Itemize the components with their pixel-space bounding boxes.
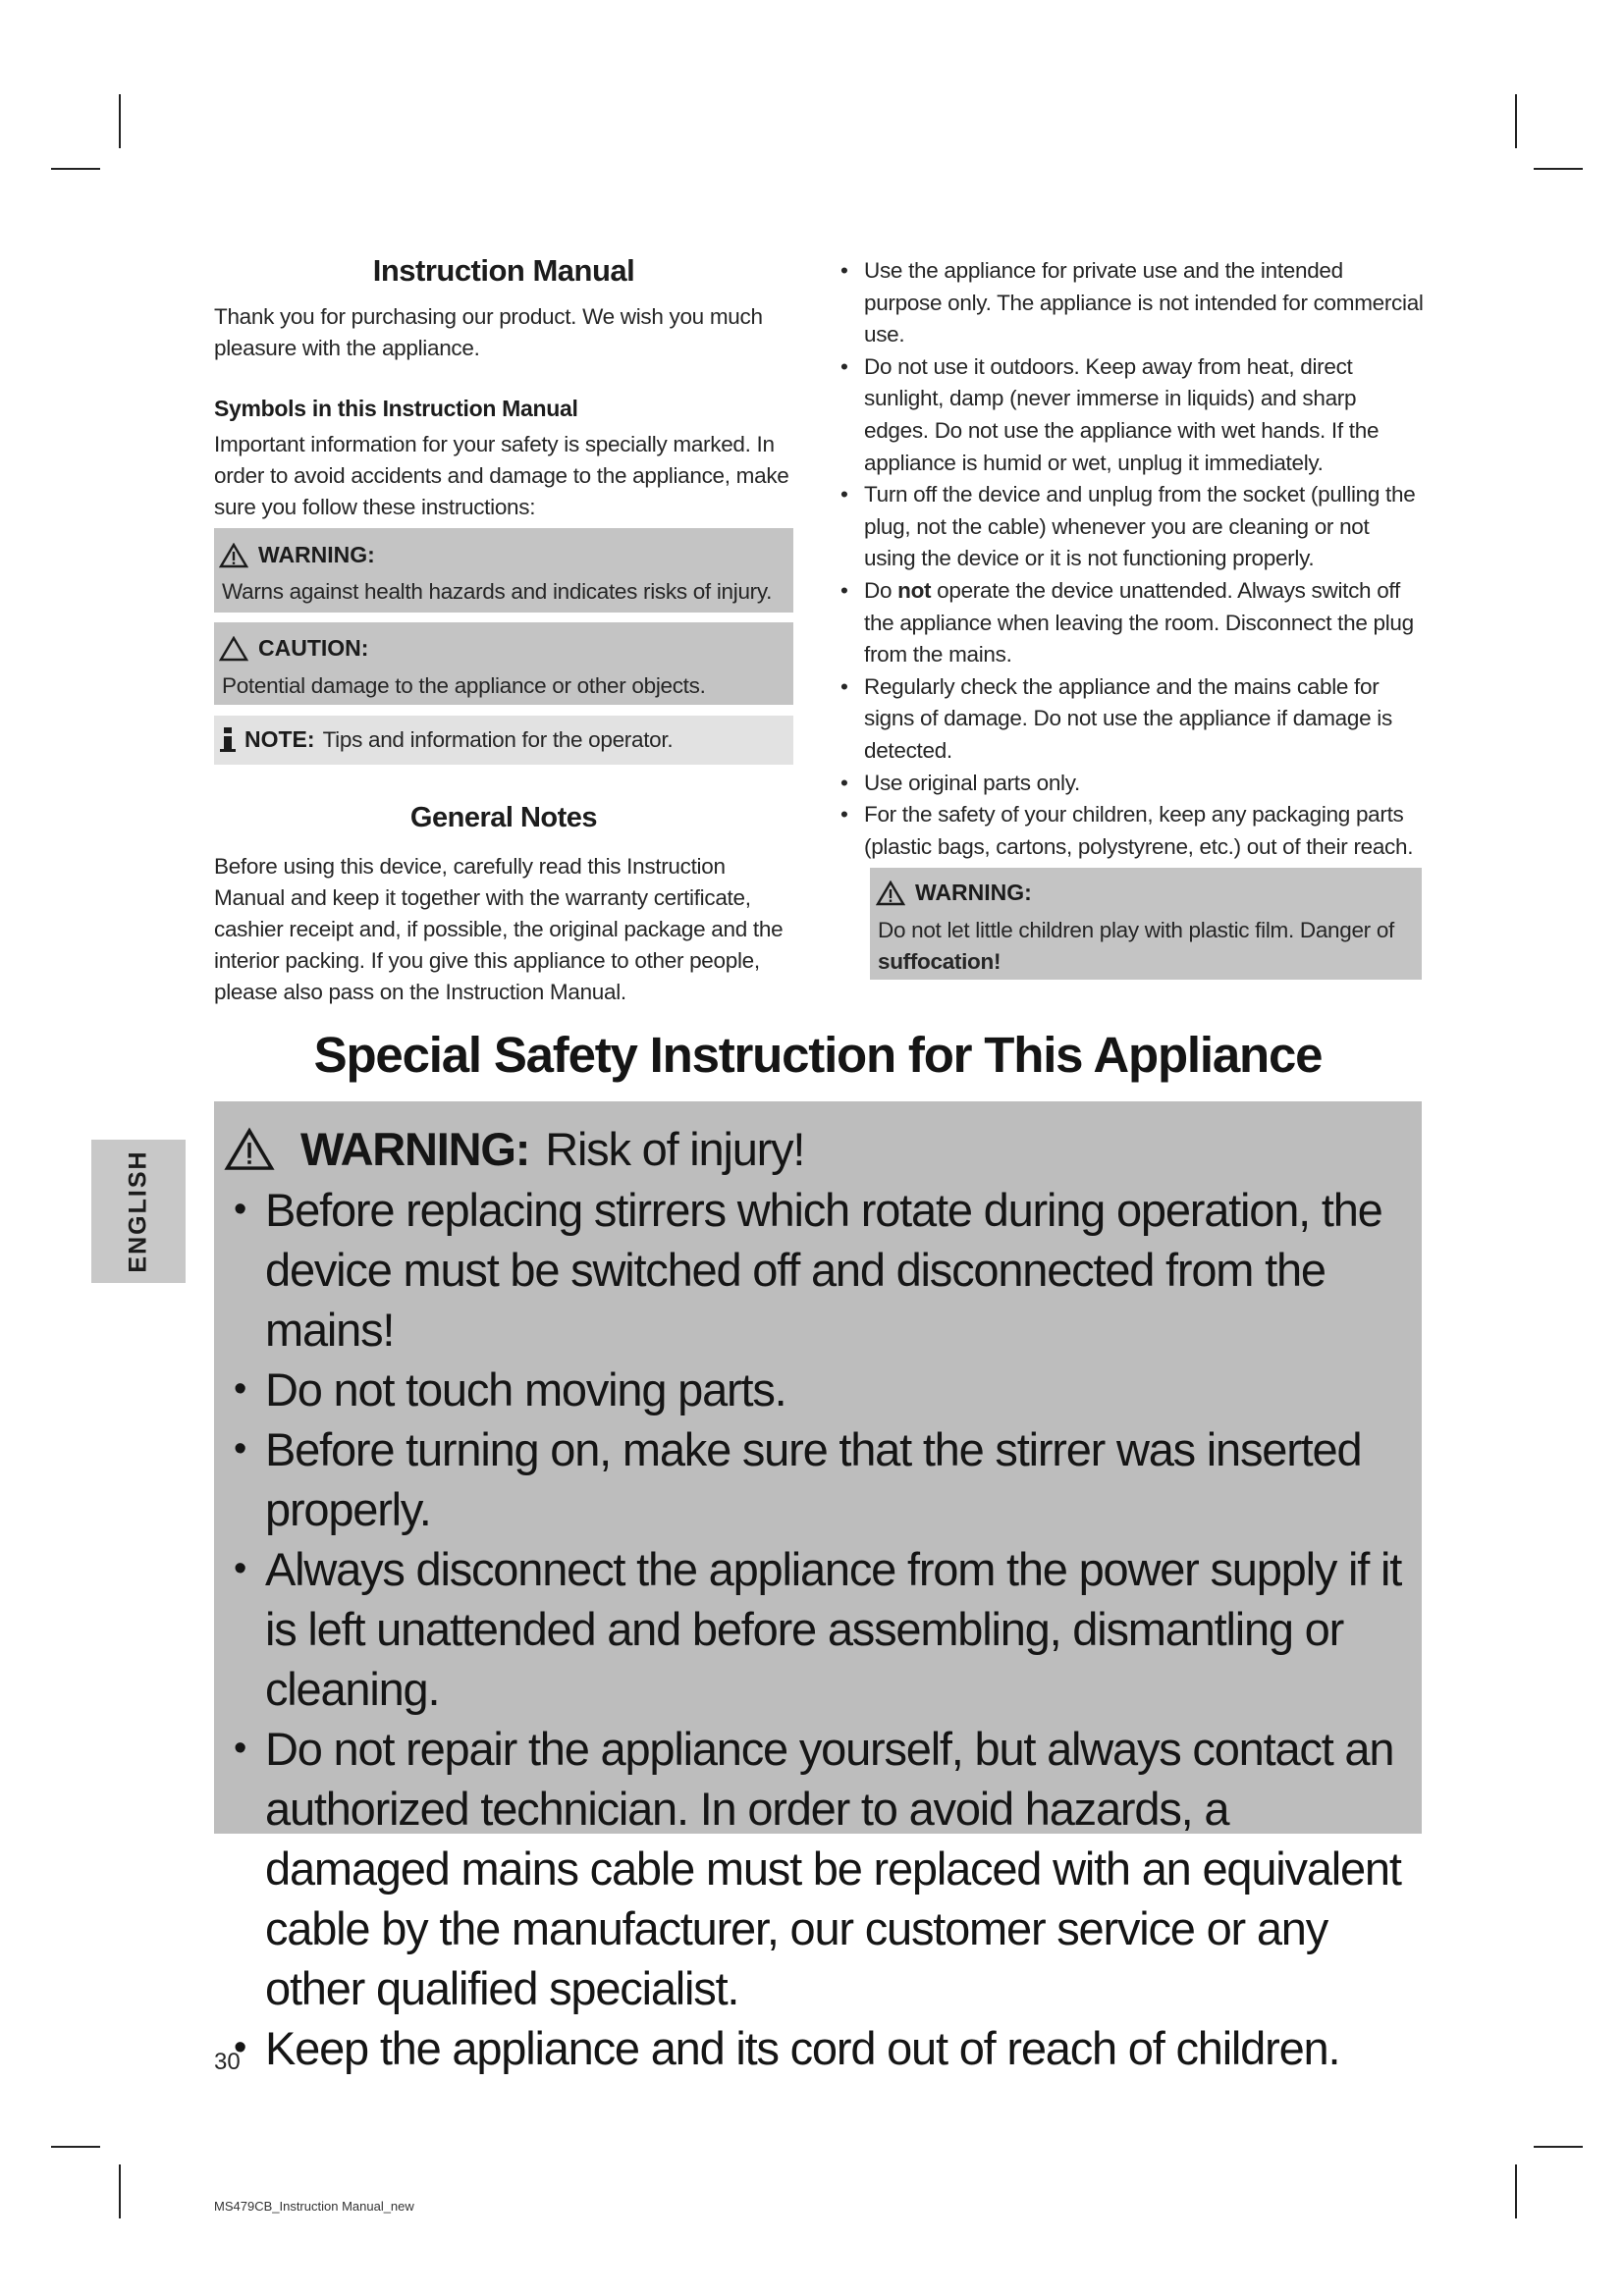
right-column bbox=[840, 255, 1424, 863]
list-item: • Use the appliance for private use and the intended purpose only. The appliance is not intended for commercial use. bbox=[840, 255, 1424, 351]
warning-triangle-icon bbox=[224, 1127, 275, 1172]
list-item: • Regularly check the appliance and the mains cable for signs of damage. Do not use the appliance if damage is detected. bbox=[840, 671, 1424, 768]
children-warning-text bbox=[878, 915, 1413, 978]
list-item: • Do not repair the appliance yourself, but always contact an authorized technician. In order to avoid hazards, a damaged mains cable must be replaced with an equivalent cable by the manufacturer, our customer service or any other qualified specialist. bbox=[224, 1719, 1417, 2018]
warning-triangle-icon bbox=[876, 881, 905, 906]
list-item: • Before replacing stirrers which rotate during operation, the device must be switched off and disconnected from the mains! bbox=[224, 1180, 1417, 1360]
warning-text: Warns against health hazards and indicates risks of injury. bbox=[222, 579, 773, 604]
warning-label: WARNING: bbox=[915, 880, 1032, 905]
crop-mark bbox=[1515, 2164, 1517, 2218]
special-warning-sub: Risk of injury! bbox=[545, 1123, 805, 1175]
children-warning-bold: suffocation! bbox=[878, 949, 1001, 974]
intro-text: Thank you for purchasing our product. We wish you much pleasure with the appliance. bbox=[214, 304, 763, 360]
list-item: • Turn off the device and unplug from the socket (pulling the plug, not the cable) whenever you are cleaning or not using the device or it is not functioning properly. bbox=[840, 479, 1424, 575]
crop-mark bbox=[1534, 2146, 1583, 2148]
list-item: • For the safety of your children, keep any packaging parts (plastic bags, cartons, polystyrene, etc.) out of their reach. bbox=[840, 799, 1424, 863]
list-item: • Always disconnect the appliance from the power supply if it is left unattended and before assembling, dismantling or cleaning. bbox=[224, 1539, 1417, 1719]
list-item: • Keep the appliance and its cord out of reach of children. bbox=[224, 2018, 1417, 2078]
crop-mark bbox=[119, 2164, 121, 2218]
crop-mark bbox=[51, 2146, 100, 2148]
general-notes-title: General Notes bbox=[409, 802, 598, 833]
footer-filename: MS479CB_Instruction Manual_new bbox=[214, 2199, 414, 2214]
special-warning-list bbox=[224, 1180, 1417, 2078]
note-text: Tips and information for the operator. bbox=[322, 726, 674, 752]
caution-label: CAUTION: bbox=[258, 635, 369, 661]
warning-triangle-icon bbox=[219, 543, 248, 568]
list-item: • Use original parts only. bbox=[840, 768, 1424, 800]
warning-box bbox=[214, 528, 793, 613]
list-item bbox=[840, 575, 1424, 671]
info-icon bbox=[219, 727, 237, 753]
instruction-manual-title: Instruction Manual bbox=[372, 253, 635, 288]
crop-mark bbox=[1534, 168, 1583, 170]
note-label: NOTE: bbox=[244, 726, 315, 752]
list-item-prefix: Do bbox=[864, 577, 898, 603]
special-warning-label: WARNING: bbox=[300, 1123, 530, 1175]
note-box bbox=[214, 716, 793, 765]
list-item-bold: not bbox=[897, 577, 932, 603]
special-safety-title: Special Safety Instruction for This Appliance bbox=[313, 1027, 1323, 1083]
symbols-heading: Symbols in this Instruction Manual bbox=[214, 396, 578, 421]
symbols-text: Important information for your safety is specially marked. In order to avoid accidents and damage to the appliance, make sure you follow these instructions: bbox=[214, 432, 789, 519]
list-item: • Do not use it outdoors. Keep away from heat, direct sunlight, damp (never immerse in liquids) and sharp edges. Do not use the appliance with wet hands. If the appliance is humid or wet, unplug it immediately. bbox=[840, 351, 1424, 479]
crop-mark bbox=[51, 168, 100, 170]
warning-label: WARNING: bbox=[258, 542, 375, 567]
general-notes-text: Before using this device, carefully read this Instruction Manual and keep it together with the warranty certificate, cashier receipt and, if possible, the original package and the interior packing. If you give this appliance to other people, please also pass on the Instruction Manual. bbox=[214, 854, 784, 1004]
children-warning-body: Do not let little children play with plastic film. Danger of bbox=[878, 918, 1394, 942]
crop-mark bbox=[1515, 94, 1517, 148]
list-item-suffix: operate the device unattended. Always switch off the appliance when leaving the room. Disconnect the plug from the mains. bbox=[864, 577, 1414, 667]
safety-list bbox=[840, 255, 1424, 863]
caution-text: Potential damage to the appliance or other objects. bbox=[222, 673, 706, 698]
children-warning-box bbox=[870, 868, 1422, 980]
list-item: • Do not touch moving parts. bbox=[224, 1360, 1417, 1419]
page-number: 30 bbox=[214, 2049, 241, 2075]
caution-triangle-icon bbox=[219, 636, 248, 662]
caution-box bbox=[214, 622, 793, 705]
crop-mark bbox=[119, 94, 121, 148]
list-item: • Before turning on, make sure that the stirrer was inserted properly. bbox=[224, 1419, 1417, 1539]
language-tab bbox=[91, 1140, 186, 1283]
language-tab-label: ENGLISH bbox=[124, 1149, 152, 1273]
